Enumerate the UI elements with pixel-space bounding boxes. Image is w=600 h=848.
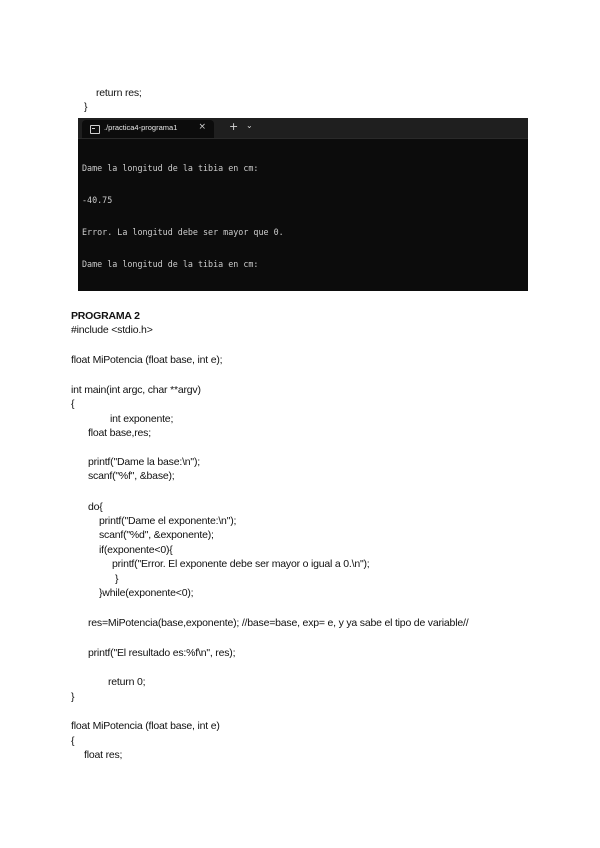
code-line: do{ xyxy=(88,501,103,513)
terminal-window xyxy=(78,118,528,291)
terminal-line: Dame la longitud de la tibia en cm: xyxy=(82,258,259,269)
code-line: return 0; xyxy=(108,676,146,688)
code-line: res=MiPotencia(base,exponente); //base=base, exp= e, y ya sabe el tipo de variable// xyxy=(88,617,469,629)
terminal-output xyxy=(82,142,524,291)
code-line: } xyxy=(84,101,88,113)
chevron-down-icon[interactable]: ⌄ xyxy=(246,121,253,130)
code-line: #include <stdio.h> xyxy=(71,324,153,336)
terminal-line xyxy=(82,290,524,291)
code-line: float MiPotencia (float base, int e); xyxy=(71,354,223,366)
code-line: float base,res; xyxy=(88,427,151,439)
code-line: { xyxy=(71,398,75,410)
code-line: printf("El resultado es:%f\n", res); xyxy=(88,647,236,659)
code-line: } xyxy=(115,573,119,585)
terminal-icon xyxy=(90,125,100,134)
new-tab-icon[interactable]: + xyxy=(229,120,239,133)
code-line: printf("Error. El exponente debe ser mayor o igual a 0.\n"); xyxy=(112,558,370,570)
section-heading: PROGRAMA 2 xyxy=(71,310,140,322)
terminal-line: Dame la longitud de la tibia en cm: xyxy=(82,163,259,174)
code-line: printf("Dame la base:\n"); xyxy=(88,456,200,468)
close-icon[interactable]: × xyxy=(198,122,206,132)
terminal-tab-bar xyxy=(78,118,528,139)
code-line: scanf("%f", &base); xyxy=(88,470,175,482)
code-line: float MiPotencia (float base, int e) xyxy=(71,720,220,732)
code-line: int exponente; xyxy=(110,413,174,425)
code-line: } xyxy=(71,691,75,703)
terminal-line: Error. La longitud debe ser mayor que 0. xyxy=(82,226,284,237)
code-line: float res; xyxy=(84,749,123,761)
code-line: scanf("%d", &exponente); xyxy=(99,529,214,541)
terminal-tab[interactable] xyxy=(82,120,214,138)
code-line: int main(int argc, char **argv) xyxy=(71,384,201,396)
code-line: if(exponente<0){ xyxy=(99,544,173,556)
code-line: printf("Dame el exponente:\n"); xyxy=(99,515,237,527)
code-line: }while(exponente<0); xyxy=(99,587,194,599)
terminal-line: -40.75 xyxy=(82,194,113,205)
code-line: return res; xyxy=(96,87,142,99)
code-line: { xyxy=(71,735,75,747)
terminal-tab-title: ./practica4-programa1 xyxy=(104,123,178,132)
